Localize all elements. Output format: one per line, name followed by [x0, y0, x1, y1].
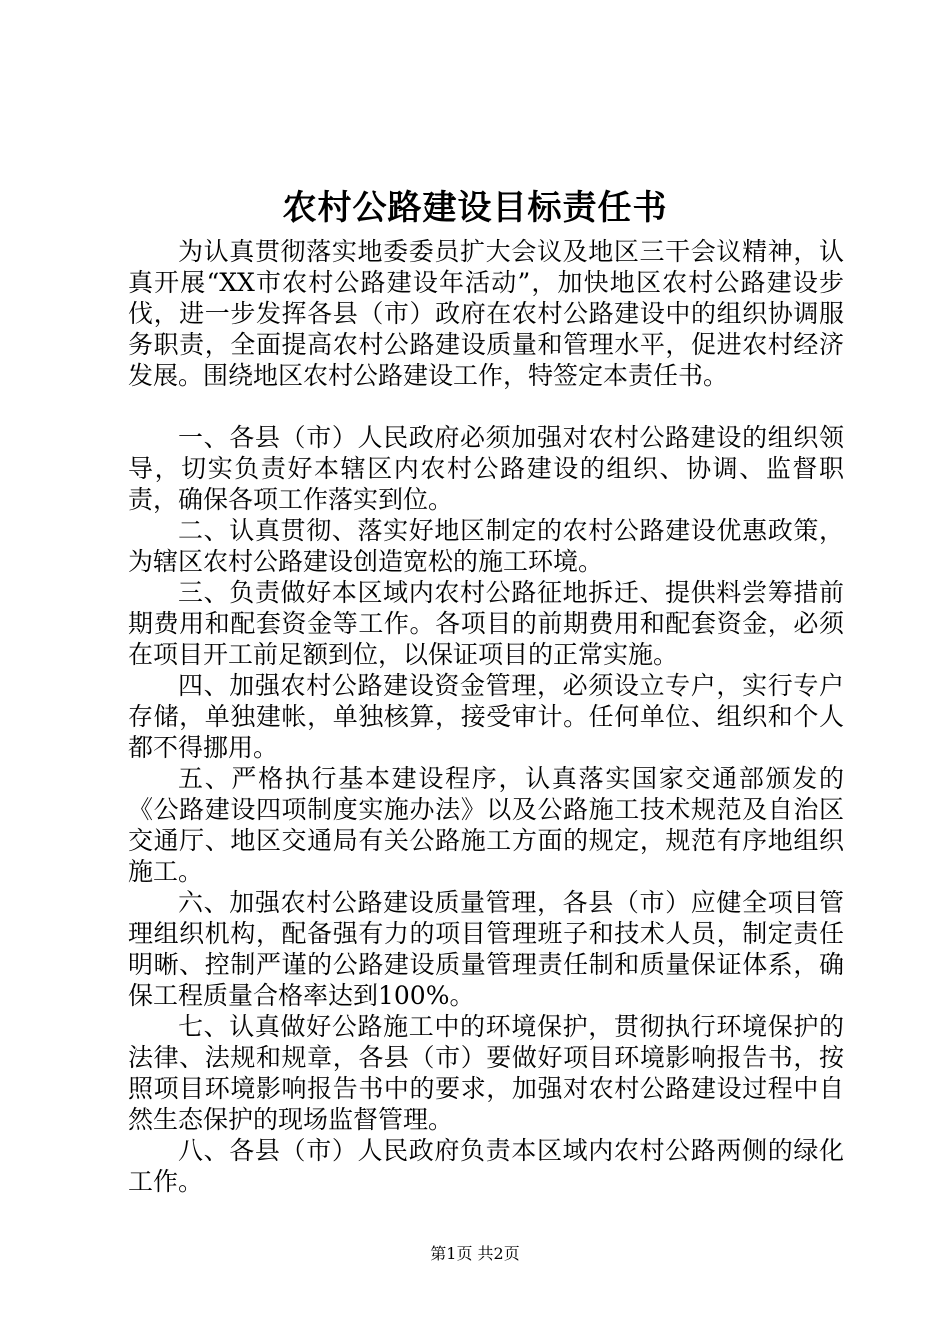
- intro-paragraph: 为认真贯彻落实地委委员扩大会议及地区三干会议精神，认真开展“XX市农村公路建设年活动”，加快地区农村公路建设步伐，进一步发挥各县（市）政府在农村公路建设中的组织协调服务职责，全面提高农村公路建设质量和管理水平，促进农村经济发展。围绕地区农村公路建设工作，特签定本责任书。: [128, 237, 844, 390]
- clause-paragraph-5: 五、严格执行基本建设程序，认真落实国家交通部颁发的《公路建设四项制度实施办法》以及公路施工技术规范及自治区交通厅、地区交通局有关公路施工方面的规定，规范有序地组织施工。: [128, 764, 844, 886]
- clause-paragraph-3: 三、负责做好本区域内农村公路征地拆迁、提供料尝筹措前期费用和配套资金等工作。各项目的前期费用和配套资金，必须在项目开工前足额到位，以保证项目的正常实施。: [128, 578, 844, 669]
- clause-paragraph-4: 四、加强农村公路建设资金管理，必须设立专户，实行专户存储，单独建帐，单独核算，接受审计。任何单位、组织和个人都不得挪用。: [128, 671, 844, 762]
- clause-paragraph-8: 八、各县（市）人民政府负责本区域内农村公路两侧的绿化工作。: [128, 1136, 844, 1196]
- document-body: [128, 236, 844, 1197]
- clause-paragraph-1: 一、各县（市）人民政府必须加强对农村公路建设的组织领导，切实负责好本辖区内农村公路建设的组织、协调、监督职责，确保各项工作落实到位。: [128, 423, 844, 514]
- clause-paragraph-7: 七、认真做好公路施工中的环境保护，贯彻执行环境保护的法律、法规和规章，各县（市）要做好项目环境影响报告书，按照项目环境影响报告书中的要求，加强对农村公路建设过程中自然生态保护的现场监督管理。: [128, 1012, 844, 1134]
- page-number-footer: 第1页 共2页: [430, 1244, 520, 1263]
- clause-paragraph-2: 二、认真贯彻、落实好地区制定的农村公路建设优惠政策，为辖区农村公路建设创造宽松的施工环境。: [128, 516, 844, 576]
- document-title: 农村公路建设目标责任书: [282, 188, 668, 228]
- clause-paragraph-6: 六、加强农村公路建设质量管理，各县（市）应健全项目管理组织机构，配备强有力的项目管理班子和技术人员，制定责任明晰、控制严谨的公路建设质量管理责任制和质量保证体系，确保工程质量合格率达到100%。: [128, 888, 844, 1010]
